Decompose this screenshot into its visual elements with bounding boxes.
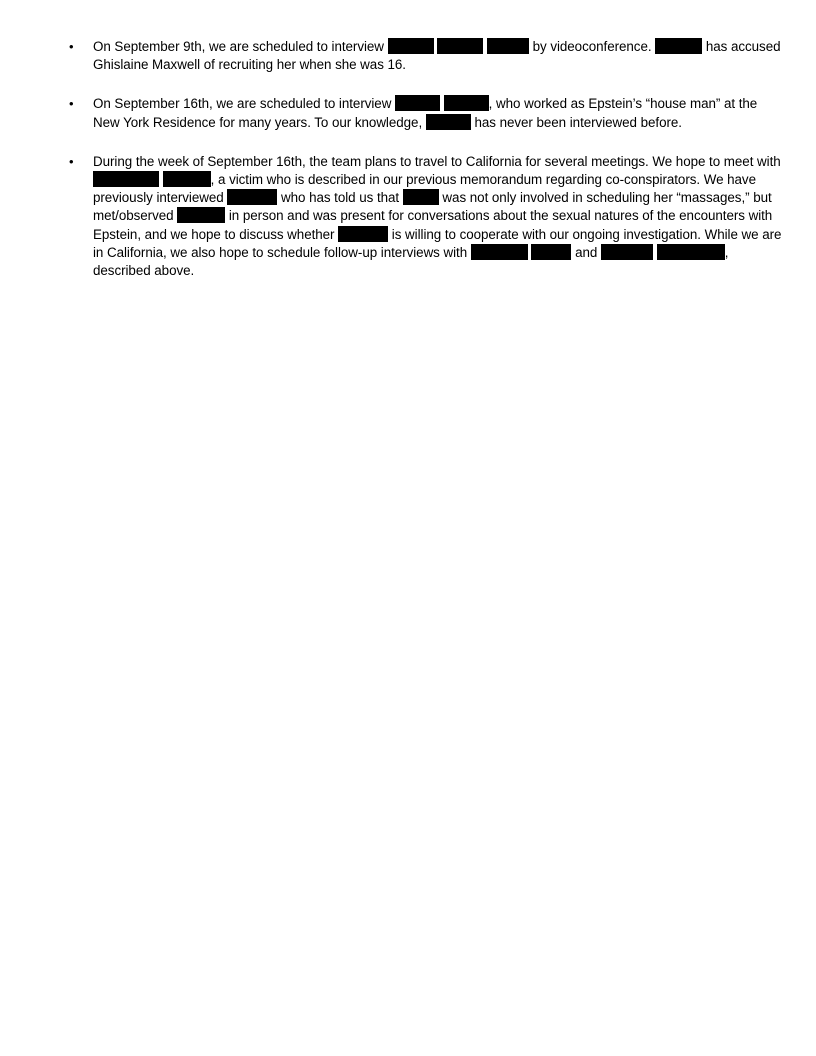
bullet-text: , described above. [93,244,729,279]
redaction-block [531,244,571,260]
redaction-block [227,189,277,205]
redaction-block [395,95,440,111]
bullet-dot: • [69,153,74,169]
bullet-text: , a victim who is described in our previous memorandum regarding co-conspirators. We have previously interviewed [93,172,756,206]
redaction-block [426,114,471,130]
redaction-block [163,171,211,187]
redaction-block [177,207,225,223]
redaction-block [437,38,483,54]
bullet-text: was not only involved in scheduling her “massages,” but met/observed [93,190,772,224]
bullet-text: , who worked as Epstein’s “house man” at the New York Residence for many years. To our knowledge, [93,96,758,130]
bullet-text: by videoconference. [528,39,656,54]
bullet-text: and [571,244,602,260]
redaction-block [655,38,702,54]
bullet-text: During the week of September 16th, the team plans to travel to California for several meetings. We hope to meet with [93,153,781,169]
bullet-text: has never been interviewed before. [470,114,682,130]
redaction-block [93,171,159,187]
redaction-block [601,244,653,260]
redaction-block [403,189,439,205]
bullet-text: in person and was present for conversations about the sexual natures of the encounters with Epstein, and we hope to discuss whether [93,208,773,242]
redaction-block [487,38,529,54]
redaction-block [471,244,528,260]
bullet-dot: • [69,96,74,112]
redaction-block [444,95,489,111]
bullet-text: On September 16th, we are scheduled to interview [93,96,395,112]
redaction-block [657,244,725,260]
bullet-list [69,38,783,301]
redaction-block [388,38,434,54]
bullet-item-california-trip [69,153,783,280]
redaction-block [338,226,388,242]
bullet-item-interview-sept-9 [69,38,783,74]
bullet-dot: • [69,39,74,54]
bullet-text: has accused Ghislaine Maxwell of recruiting her when she was 16. [93,39,781,73]
bullet-text: is willing to cooperate with our ongoing investigation. While we are in California, we also hope to schedule follow-up interviews with [93,226,782,260]
bullet-text: On September 9th, we are scheduled to interview [93,39,388,54]
bullet-text: who has told us that [277,190,403,206]
bullet-item-interview-sept-16 [69,95,783,131]
